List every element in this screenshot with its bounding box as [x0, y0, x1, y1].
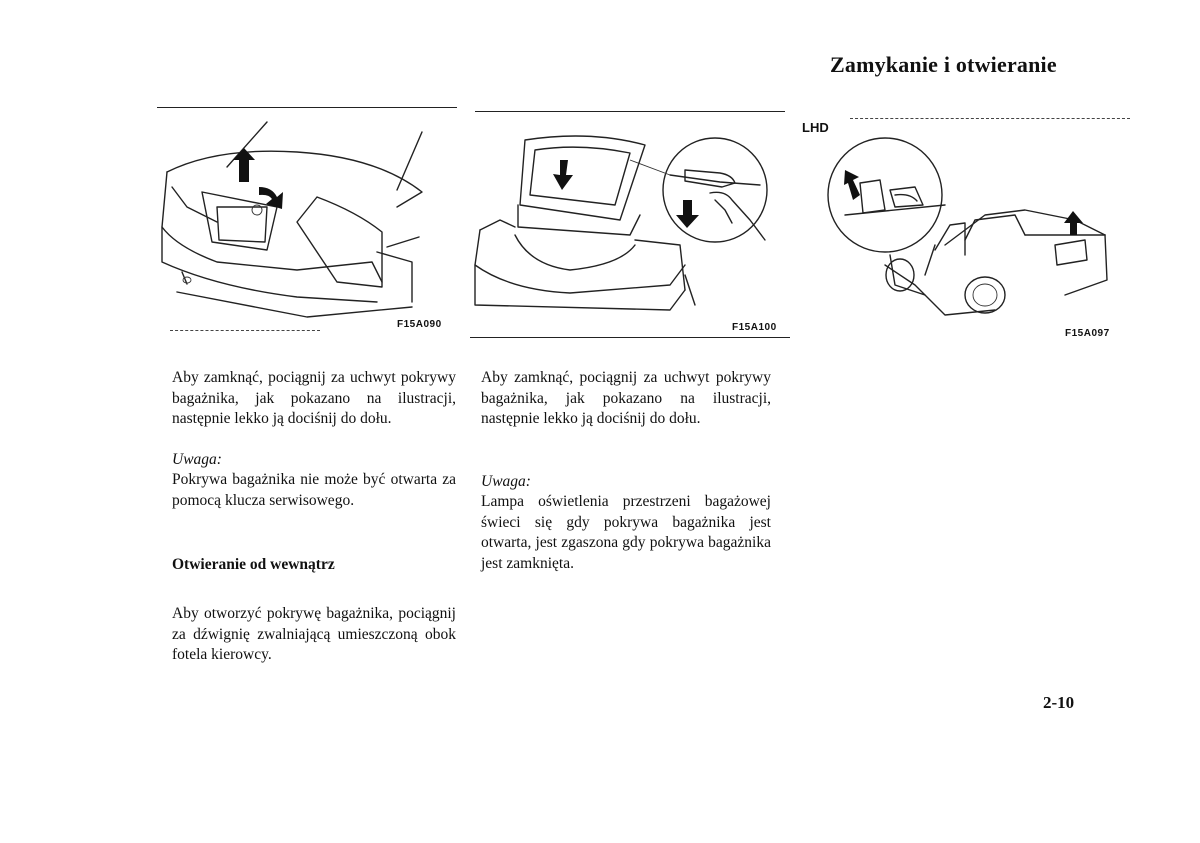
figure-label: LHD: [802, 120, 829, 135]
divider: [475, 111, 785, 112]
figure-trunk-close: [157, 112, 462, 334]
divider: [157, 107, 457, 108]
trunk-open-illustration: [470, 115, 790, 335]
arrow-down-icon: [676, 200, 699, 228]
figure-code: F15A100: [732, 322, 777, 333]
note-label: Uwaga:: [172, 451, 222, 468]
note-label: Uwaga:: [481, 473, 531, 490]
paragraph-close-instructions: Aby zamknąć, pociągnij za uchwyt pokrywy bagażnika, jak pokazano na ilustracji, następnie lekko ją dociśnij do dołu.: [172, 369, 456, 427]
figure-code: F15A097: [1065, 328, 1110, 339]
trunk-close-illustration: [157, 112, 462, 334]
note-text: Pokrywa bagażnika nie może być otwarta za pomocą klucza serwisowego.: [172, 471, 456, 509]
paragraph-inside-open: Aby otworzyć pokrywę bagażnika, pociągnij za dźwignię zwalniającą umieszczoną obok fotela kierowcy.: [172, 605, 456, 663]
divider: [470, 337, 790, 338]
divider: [850, 118, 1130, 119]
paragraph-close-instructions: Aby zamknąć, pociągnij za uchwyt pokrywy bagażnika, jak pokazano na ilustracji, następnie lekko ją dociśnij do dołu.: [481, 369, 771, 427]
note-text: Lampa oświetlenia przestrzeni bagażowej świeci się gdy pokrywa bagażnika jest otwarta, jest zgaszona gdy pokrywa bagażnika jest zamknięta.: [481, 493, 771, 572]
figure-release-lever: [815, 135, 1135, 345]
arrow-down-icon: [553, 160, 573, 190]
figure-trunk-open: [470, 115, 790, 335]
release-lever-illustration: [815, 135, 1135, 345]
figure-code: F15A090: [397, 319, 442, 330]
divider: [170, 330, 320, 331]
page-number: 2-10: [1043, 693, 1075, 712]
arrow-up-icon: [1064, 211, 1083, 235]
arrow-up-icon: [844, 170, 860, 200]
section-heading: Otwieranie od wewnątrz: [172, 556, 335, 573]
page-title: Zamykanie i otwieranie: [830, 52, 1057, 77]
